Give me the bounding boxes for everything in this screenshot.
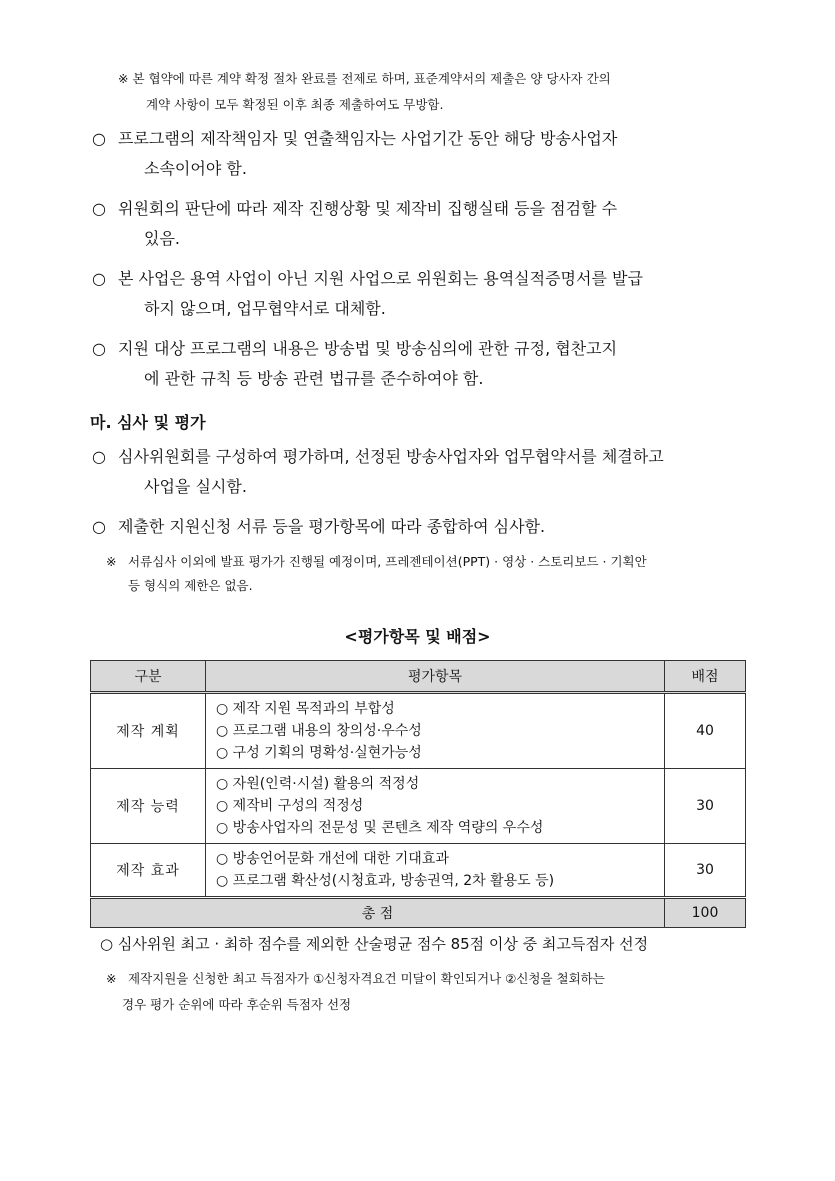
table-row [91,769,746,844]
list-item-line-2: 소속이어야 함. [144,159,247,178]
list-item-line-2: 에 관한 규칙 등 방송 관련 법규를 준수하여야 함. [144,369,484,388]
row-item: ○ 프로그램 확산성(시청효과, 방송권역, 2차 활용도 등) [216,873,555,889]
row-score: 40 [665,693,746,769]
table-row [91,844,746,898]
header-items: 평가항목 [206,661,665,693]
row-item: ○ 방송언어문화 개선에 대한 기대효과 [216,851,449,867]
list-item [92,264,758,324]
note-mark: ※ [118,71,129,86]
circle-bullet-icon: ○ [92,339,106,358]
bullet-list-conditions [92,124,758,404]
row-item: ○ 프로그램 내용의 창의성·우수성 [216,723,422,739]
row-item: ○ 방송사업자의 전문성 및 콘텐츠 제작 역량의 우수성 [216,820,544,836]
row-category: 제작 능력 [91,769,206,844]
circle-bullet-icon: ○ [92,517,106,536]
row-item: ○ 자원(인력·시설) 활용의 적정성 [216,776,420,792]
header-score: 배점 [665,661,746,693]
note-line-1: 본 협약에 따른 계약 확정 절차 완료를 전제로 하며, 표준계약서의 제출은 양 당사자 간의 [132,71,611,86]
row-category: 제작 효과 [91,844,206,898]
bullet-list-review [92,442,758,552]
total-label: 총 점 [91,898,665,928]
list-item [92,124,758,184]
list-item-line-2: 있음. [144,229,180,248]
row-category: 제작 계획 [91,693,206,769]
list-item-line-1: 심사위원회를 구성하여 평가하며, 선정된 방송사업자와 업무협약서를 체결하고 [118,447,664,466]
note-mark: ※ [106,554,117,569]
note-presentation [106,550,756,598]
list-item [92,442,758,502]
list-item [92,512,758,542]
list-item-line-1: 프로그램의 제작책임자 및 연출책임자는 사업기간 동안 해당 방송사업자 [118,129,618,148]
section-title: 마. 심사 및 평가 [90,413,206,432]
note-contract [118,66,758,118]
row-item: ○ 제작 지원 목적과의 부합성 [216,701,395,717]
list-item-line-2: 하지 않으며, 업무협약서로 대체함. [144,299,386,318]
circle-bullet-icon: ○ [92,447,106,466]
list-item-line-1: 위원회의 판단에 따라 제작 진행상황 및 제작비 집행실태 등을 점검할 수 [118,199,618,218]
circle-bullet-icon: ○ [92,269,106,288]
row-items [206,769,665,844]
row-score: 30 [665,844,746,898]
circle-bullet-icon: ○ [92,129,106,148]
header-category: 구분 [91,661,206,693]
row-item: ○ 제작비 구성의 적정성 [216,798,364,814]
evaluation-table [90,660,746,928]
row-item: ○ 구성 기획의 명확성·실현가능성 [216,745,422,761]
table-total-row [91,898,746,928]
table-row [91,693,746,769]
list-item-line-1: 제출한 지원신청 서류 등을 평가항목에 따라 종합하여 심사함. [118,517,546,536]
note-line-2: 등 형식의 제한은 없음. [128,578,253,593]
list-item-line-1: 지원 대상 프로그램의 내용은 방송법 및 방송심의에 관한 규정, 협찬고지 [118,339,618,358]
row-items [206,844,665,898]
note-fallback [106,966,756,1018]
row-items [206,693,665,769]
table-header-row [91,661,746,693]
list-item-line-1: 본 사업은 용역 사업이 아닌 지원 사업으로 위원회는 용역실적증명서를 발급 [118,269,643,288]
circle-bullet-icon: ○ [92,199,106,218]
note-mark: ※ [106,971,117,986]
list-item [92,334,758,394]
note-line-2: 계약 사항이 모두 확정된 이후 최종 제출하여도 무방함. [146,97,444,112]
list-item-line-2: 사업을 실시함. [144,477,247,496]
list-item [92,194,758,254]
selection-criteria: ○ 심사위원 최고 · 최하 점수를 제외한 산술평균 점수 85점 이상 중 최고득점자 선정 [100,935,649,953]
row-score: 30 [665,769,746,844]
note-line-1: 제작지원을 신청한 최고 득점자가 ①신청자격요건 미달이 확인되거나 ②신청을 철회하는 [128,971,605,986]
note-line-2: 경우 평가 순위에 따라 후순위 득점자 선정 [122,997,352,1012]
table-title: <평가항목 및 배점> [344,627,491,646]
note-line-1: 서류심사 이외에 발표 평가가 진행될 예정이며, 프레젠테이션(PPT) · 영상 · 스토리보드 · 기획안 [128,554,647,569]
total-score: 100 [665,898,746,928]
